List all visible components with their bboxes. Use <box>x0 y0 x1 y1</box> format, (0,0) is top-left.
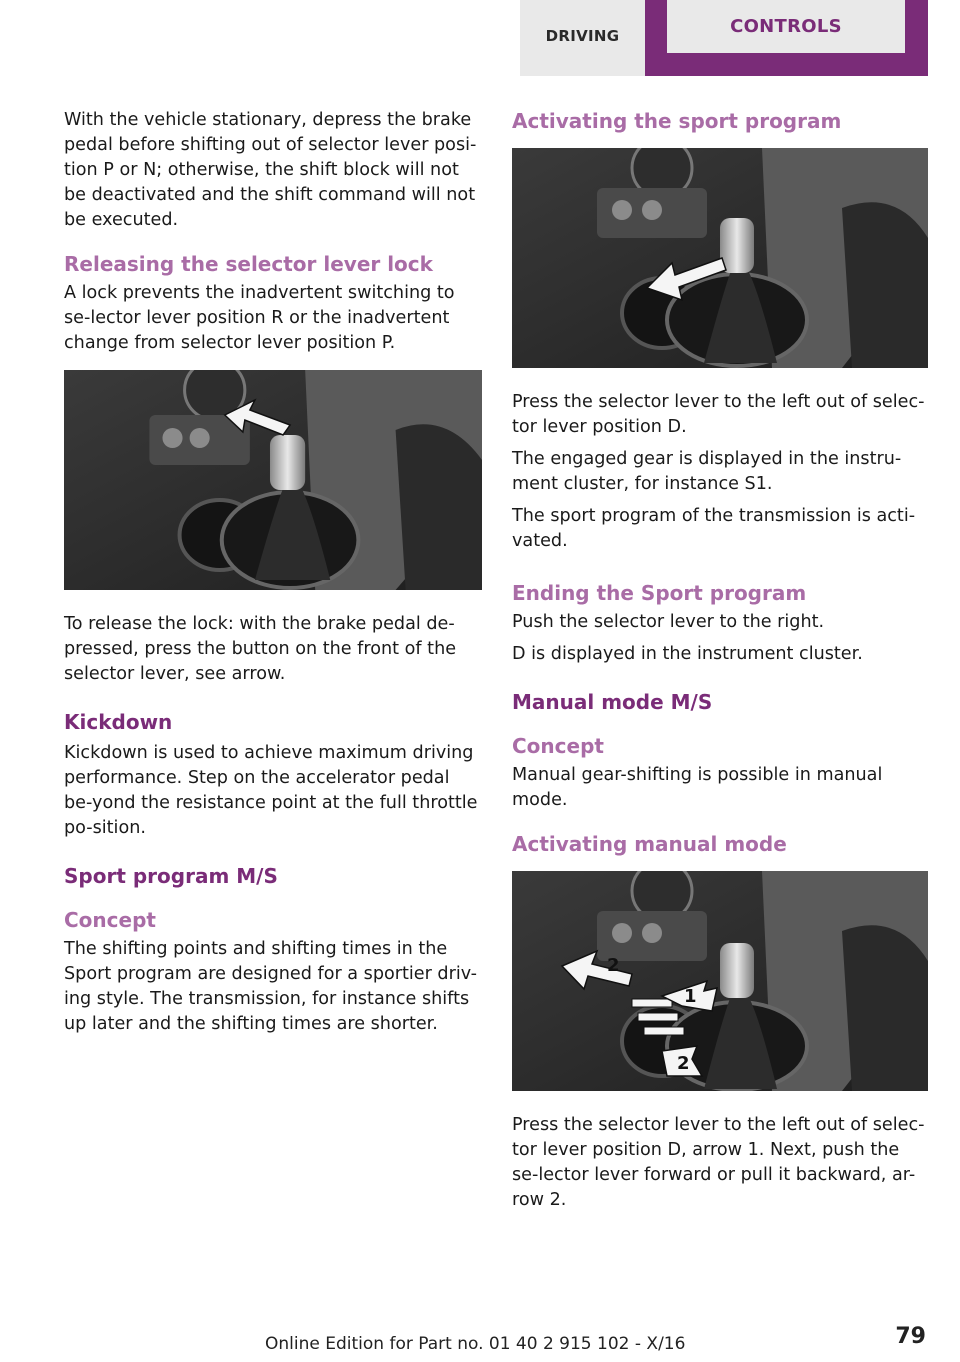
activating-sport-text-2: The engaged gear is displayed in the instru-ment cluster, for instance S1. <box>512 449 902 494</box>
arrow-label-2-bottom: 2 <box>677 1053 690 1074</box>
releasing-lock-text: A lock prevents the inadvertent switching to se-lector lever position R or the inadvertent change from selector lever position P. <box>64 283 455 353</box>
footer-edition-text: Online Edition for Part no. 01 40 2 915 102 - X/16 <box>265 1334 686 1354</box>
arrow-label-1: 1 <box>684 986 697 1007</box>
header-driving-label: DRIVING <box>545 27 620 45</box>
selector-lever-lock-photo <box>64 370 482 590</box>
activating-manual-photo <box>512 871 928 1091</box>
manual-concept-heading: Concept <box>512 734 604 758</box>
kickdown-heading: Kickdown <box>64 710 173 734</box>
manual-concept-text: Manual gear-shifting is possible in manual mode. <box>512 765 883 810</box>
kickdown-text: Kickdown is used to achieve maximum driving performance. Step on the accelerator pedal be-yond the resistance point at the full throttle po-sition. <box>64 743 478 838</box>
left-column <box>64 108 482 1039</box>
ending-sport-text-2: D is displayed in the instrument cluster. <box>512 644 863 664</box>
page-footer <box>0 1324 960 1360</box>
intro-paragraph: With the vehicle stationary, depress the brake pedal before shifting out of selector lever posi-tion P or N; otherwise, the shift block will not be deactivated and the shift command will not be executed. <box>64 110 477 230</box>
sport-concept-heading: Concept <box>64 908 156 932</box>
arrow-label-2-top: 2 <box>607 955 620 976</box>
sport-program-heading: Sport program M/S <box>64 864 278 888</box>
activating-manual-heading: Activating manual mode <box>512 832 787 856</box>
activating-sport-heading: Activating the sport program <box>512 109 842 133</box>
manual-mode-heading: Manual mode M/S <box>512 690 713 714</box>
page-number: 79 <box>895 1324 926 1349</box>
ending-sport-text-1: Push the selector lever to the right. <box>512 612 825 632</box>
sport-concept-text: The shifting points and shifting times in the Sport program are designed for a sportier driv-ing style. The transmission, for instance shifts up later and the shifting times are shorter. <box>64 939 478 1034</box>
activating-sport-photo <box>512 148 928 368</box>
header-controls-label: CONTROLS <box>667 0 905 53</box>
activating-manual-text: Press the selector lever to the left out of selec-tor lever position D, arrow 1. Next, push the se-lector lever forward or pull it backward, ar-row 2. <box>512 1115 925 1210</box>
activating-sport-text-1: Press the selector lever to the left out of selec-tor lever position D. <box>512 392 925 437</box>
release-lock-caption: To release the lock: with the brake pedal de-pressed, press the button on the front of the selector lever, see arrow. <box>64 614 457 684</box>
releasing-lock-heading: Releasing the selector lever lock <box>64 252 433 276</box>
activating-sport-text-3: The sport program of the transmission is acti-vated. <box>512 506 916 551</box>
right-column <box>512 108 928 1220</box>
ending-sport-heading: Ending the Sport program <box>512 581 807 605</box>
header-tab-driving <box>520 0 645 76</box>
header-tab-controls <box>645 0 928 76</box>
